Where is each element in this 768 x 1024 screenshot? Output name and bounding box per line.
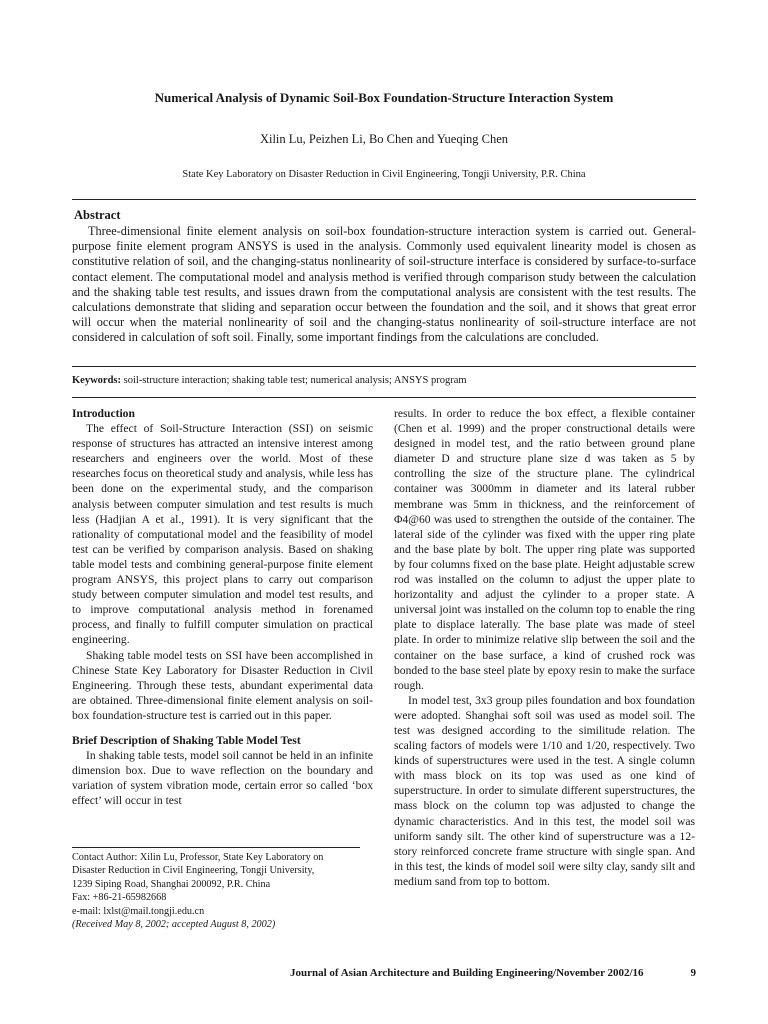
journal-citation: Journal of Asian Architecture and Building Engineering/November 2002/16 [290,967,644,979]
footnote-divider [72,847,360,848]
footnote-line-3: 1239 Siping Road, Shanghai 200092, P.R. China [72,878,271,890]
abstract-divider [72,366,696,367]
footnote-email: e-mail: lxlst@mail.tongji.edu.cn [72,905,205,917]
right-column [394,406,695,889]
keywords [72,375,696,386]
footnote-received: (Received May 8, 2002; accepted August 8, 2002) [72,919,276,931]
footnote-line-1: Contact Author: Xilin Lu, Professor, State Key Laboratory on [72,852,324,863]
footnote-line-2: Disaster Reduction in Civil Engineering, Tongji University, [72,865,315,877]
abstract-heading: Abstract [74,208,121,222]
brief-description-heading: Brief Description of Shaking Table Model Test [72,733,301,747]
page-number: 9 [690,967,696,979]
abstract-text: Three-dimensional finite element analysis on soil-box foundation-structure interaction system is carried out. General-purpose finite element program ANSYS is used in the analysis. Commonly used equivalent linearity model is chosen as constitutive relation of soil, and the changing-status nonlinearity of soil-structure interface is considered by surface-to-surface contact element. The computational model and analysis method is verified through comparison study between the calculation and the shaking table test results, and issues drawn from the computational analysis are consistent with the test results. The calculations demonstrate that sliding and separation occur between the foundation and the soil, and it shows that great error will occur when the material nonlinearity of soil and the changing-status nonlinearity of soil-structure interface are not considered in calculation of soft soil. Finally, some important findings from the calculations are concluded. [72,224,696,345]
right-paragraph-1: results. In order to reduce the box effect, a flexible container (Chen et al. 1999) and the proper constructional details were designed in model test, and the ratio between ground plane diameter D and structure plane size d was taken as 5 by controlling the size of the structure plane. The cylindrical container was 3000mm in diameter and its lateral rubber membrane was 5mm in thickness, and the reinforcement of Φ4@60 was used to strengthen the outside of the container. The lateral side of the cylinder was fixed with the upper ring plate and the base plate by bolt. The upper ring plate was supported by four columns fixed on the base plate. Height adjustable screw rod was installed on the column to adjust the upper plate to horizontality and adjust the cylinder to a proper state. A universal joint was installed on the column top to enable the ring plate to displace laterally. The base plate was made of steel plate. In order to minimize relative slip between the soil and the container on the base surface, a kind of crushed rock was bonded to the base steel plate by epoxy resin to make the surface rough. [394,407,695,692]
keywords-divider [72,397,696,398]
keywords-text: soil-structure interaction; shaking table test; numerical analysis; ANSYS program [123,375,467,386]
brief-description-paragraph-1: In shaking table tests, model soil cannot be held in an infinite dimension box. Due to wave reflection on the boundary and variation of system vibration mode, certain error so called ‘box effect’ will occur in test [72,749,373,808]
right-paragraph-2: In model test, 3x3 group piles foundation and box foundation were adopted. Shanghai soft soil was used as model soil. The test was designed according to the similitude relation. The scaling factors of models were 1/10 and 1/20, respectively. Two kinds of superstructures were used in the test. A single column with mass block on its top was used as one kind of superstructure. In order to simulate different superstructures, the mass block on the column top was adjusted to change the dynamic characteristics. And in this test, the model soil was uniform sandy silt. The other kind of superstructure was a 12-story reinforced concrete frame structure with single span. And in this test, the kinds of model soil were silty clay, sandy silt and medium sand from top to bottom. [394,693,695,888]
introduction-heading: Introduction [72,407,135,420]
author-list: Xilin Lu, Peizhen Li, Bo Chen and Yueqing Chen [259,132,509,146]
affiliation: State Key Laboratory on Disaster Reduction in Civil Engineering, Tongji University, P.R. China [182,169,586,180]
introduction-paragraph-2: Shaking table model tests on SSI have been accomplished in Chinese State Key Laboratory for Disaster Reduction in Civil Engineering. Through these tests, abundant experimental data are obtained. Three-dimensional finite element analysis on soil-box foundation-structure test is carried out in this paper. [72,648,373,722]
paper-title: Numerical Analysis of Dynamic Soil-Box Foundation-Structure Interaction System [154,90,614,105]
top-divider [72,199,696,200]
left-column [72,406,373,808]
introduction-paragraph-1: The effect of Soil-Structure Interaction (SSI) on seismic response of structures has attracted an intensive interest among researchers and engineers over the world. Most of these researches focus on theoretical study and analysis, while less has been done on the experimental study, and the comparison analysis between computer simulation and test results is much less (Hadjian A et al., 1991). It is very significant that the rationality of computational model and the feasibility of model test can be verified by comparison analysis. Based on shaking table model tests and combining general-purpose finite element program ANSYS, this project plans to carry out comparison study between computer simulation and model test results, and to improve computational analysis method in forenamed process, and finally to fulfill computer simulation on practical engineering. [72,422,373,647]
footnote-fax: Fax: +86-21-65982668 [72,892,167,904]
footnote [72,851,372,931]
keywords-label: Keywords: [72,375,121,386]
